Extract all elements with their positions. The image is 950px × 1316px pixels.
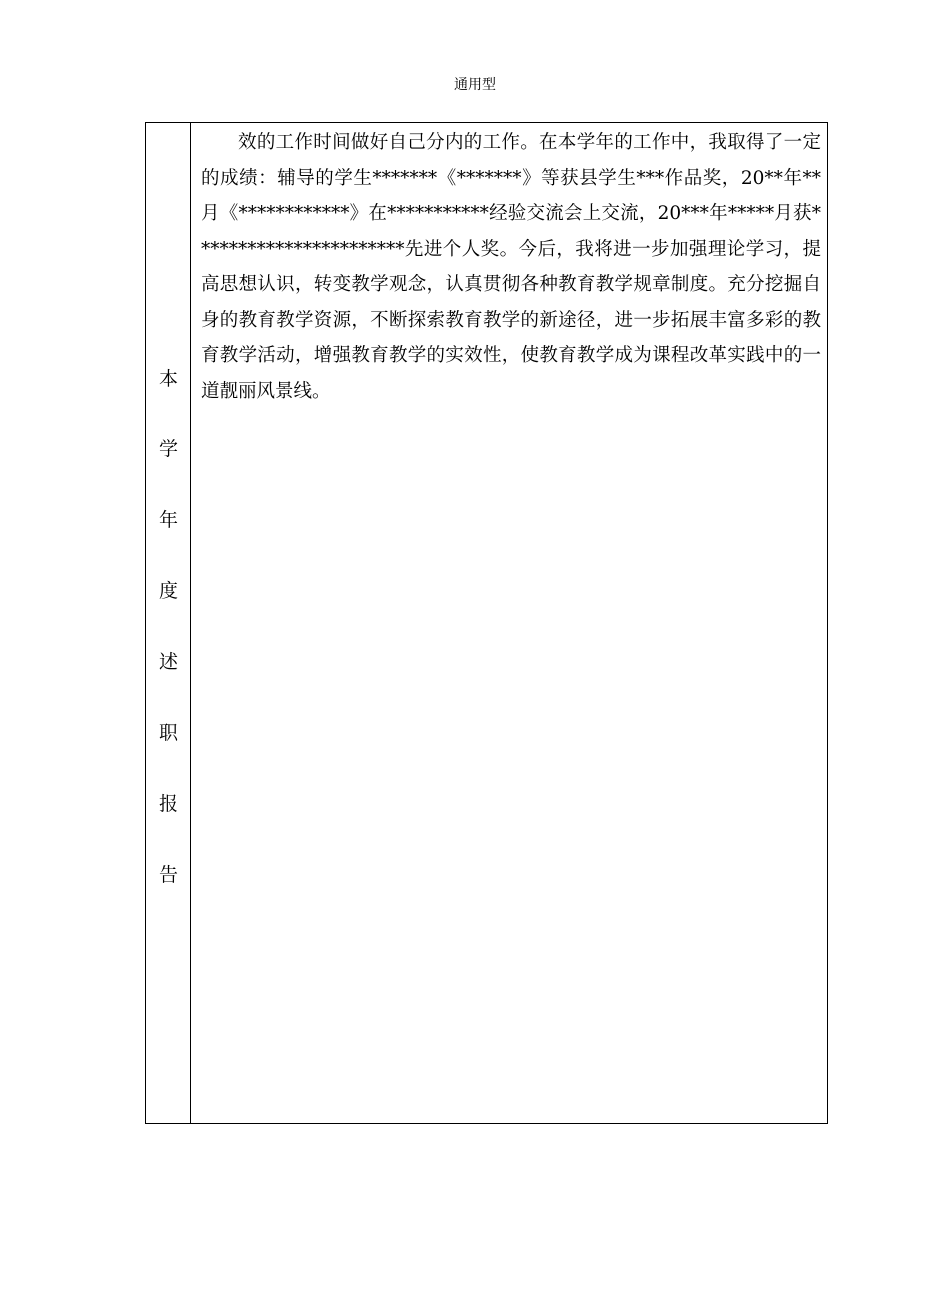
content-cell xyxy=(191,123,827,1123)
label-char: 职 xyxy=(158,722,178,744)
label-char: 学 xyxy=(158,438,178,460)
label-char: 报 xyxy=(158,793,178,815)
label-char: 述 xyxy=(158,651,178,673)
label-char: 本 xyxy=(158,368,178,390)
report-body-text: 效的工作时间做好自己分内的工作。在本学年的工作中，我取得了一定的成绩：辅导的学生*******《*******》等获县学生***作品奖，20**年**月《************》在***********经验交流会上交流，20***年*****月获***********************先进个人奖。今后，我将进一步加强理论学习，提高思想认识，转变教学观念，认真贯彻各种教育教学规章制度。充分挖掘自身的教育教学资源，不断探索教育教学的新途径，进一步拓展丰富多彩的教育教学活动，增强教育教学的实效性，使教育教学成为课程改革实践中的一道靓丽风景线。 xyxy=(201,132,821,402)
label-column xyxy=(146,123,191,1123)
label-char: 年 xyxy=(158,509,178,531)
page-header: 通用型 xyxy=(454,77,496,93)
label-char: 度 xyxy=(158,580,178,602)
report-table xyxy=(145,122,828,1124)
label-char: 告 xyxy=(158,864,178,886)
